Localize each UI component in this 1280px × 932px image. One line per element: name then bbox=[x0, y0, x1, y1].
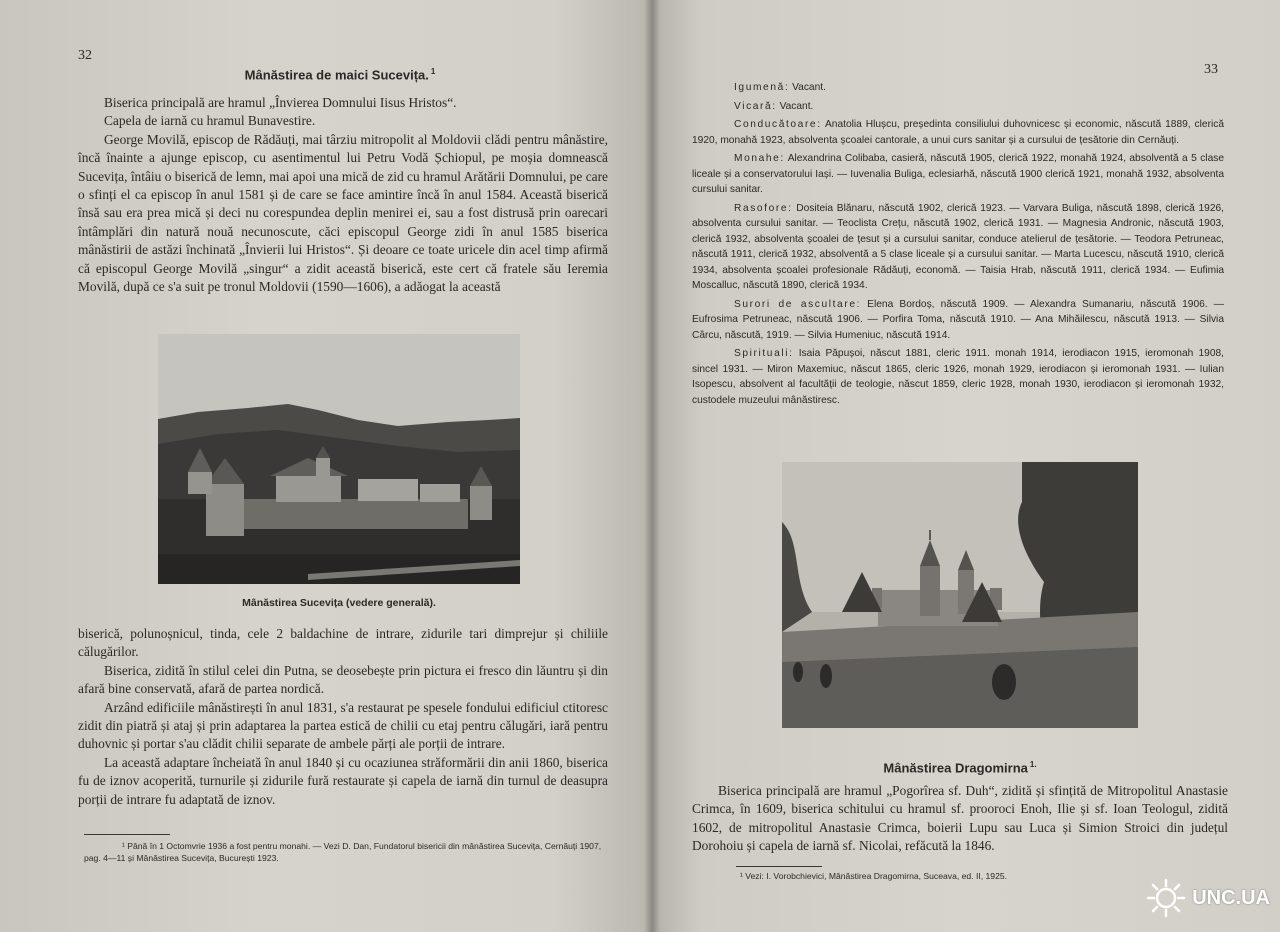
staff-role-text: Vacant. bbox=[776, 100, 814, 112]
sucevita-monastery-photo bbox=[158, 334, 520, 584]
staff-entry bbox=[692, 346, 1224, 408]
staff-role-text: Elena Bordoș, născută 1909. — Alexandra Sumanariu, născută 1906. — Eufrosima Petruneac, născută 1906. — Porfira Toma, născută 1910. — Ana Mihăilescu, născută 1913. — Silvia Cârcu, născută, 1919. — Silvia Humeniuc, născută 1914. bbox=[692, 298, 1224, 341]
staff-role-label: Rasofore: bbox=[734, 202, 793, 214]
body-text bbox=[692, 782, 1228, 856]
staff-role-text: Anatolia Hlușcu, președinta consiliului duhovnicesc și economic, născută 1889, clerică 1920, monahă 1923, absolventa școalei cantorale, a unui curs sanitar și a cursului de țesătorie din Cernăuți. bbox=[692, 119, 1224, 146]
body-paragraph: Biserica principală are hramul „Pogorîrea sf. Duh“, zidită și sfințită de Mitropolitul Anastasie Crimca, în 1609, biserica schitului cu hramul sf. prooroci Enoh, Ilie și sf. Ioan Teologul, zidită 1602, de mitropolitul Anastasie Crimca, boierii Lupu sau Luca și Simion Stroici din județul Dorohoiu și capela de iarnă sf. Nicolai, refăcută la 1846. bbox=[692, 783, 1228, 854]
staff-entry bbox=[692, 99, 1224, 115]
sun-logo-icon bbox=[1146, 878, 1186, 918]
staff-role-text: Dositeia Blănaru, născută 1902, clerică 1923. — Varvara Buliga, născută 1898, clerică 1926, absolventa cursului sanitar. — Teoclista Crețu, născută 1902, clerică 1931. — Magnesia Andronic, născută 1903, clerică 1932, absolventa școalei de țesut și a cursului sanitar, conduce atelierul de țesătorie. — Teodora Petruneac, născută 1911, clerică 1932, absolventă a 5 clase liceale și a cursului sanitar. — Marta Lucescu, născută 1910, clerică 1934, absolventa școalei profesionale Rădăuți, economă. — Taisia Hrab, născută 1911, clerică 1934. — Eufimia Moscalluc, născută 1890, clerică 1934. bbox=[692, 202, 1224, 291]
body-paragraph: Biserica, zidită în stilul celei din Putna, se deosebește prin pictura ei fresco din lăuntru și din afară bine conservată, afară de partea nordică. bbox=[78, 662, 608, 697]
page-number: 33 bbox=[1204, 62, 1218, 77]
watermark bbox=[1146, 878, 1270, 918]
staff-role-label: Igumenă: bbox=[734, 82, 790, 93]
staff-role-label: Vicară: bbox=[734, 100, 777, 112]
body-paragraph: George Movilă, episcop de Rădăuți, mai târziu mitropolit al Moldovii clădi pentru mânăstire, încă înainte a ajunge episcop, cu asentimentul lui Petru Vodă Șchiopul, pe moșia domnească Sucevița, întâiu o biserică de lemn, mai apoi una mică de zid cu hramul Arătării Domnului, pe care o sfinți el ca episcop în anul 1581 și de care se face amintire încă în anul 1584. Această biserică însă sau era prea mică și deci nu corespundea deplin menirei ei, sau a fost distrusă prin oarecari întâmplări din natură nouă necunoscute, căci episcopul George zidi în anul 1585 biserica mânăstirii de astăzi închinată „Învierii lui Hristos“. Și deoare ce toate uricele din acel timp afirmă că episcopul George Movilă „singur“ a zidit această biserică, este cert că fratele său Ieremia Movilă, după ce s'a suit pe tronul Moldovii (1590—1606), a adăogat la această bbox=[78, 131, 608, 295]
title-footnote-mark: 1 bbox=[430, 67, 436, 76]
body-paragraph: Biserica principală are hramul „Învierea Domnului Iisus Hristos“. bbox=[104, 95, 457, 110]
staff-role-label: Monahe: bbox=[734, 153, 785, 164]
footnote-rule bbox=[736, 866, 822, 867]
staff-entry bbox=[692, 80, 1224, 96]
footnote-text: ¹ Până în 1 Octomvrie 1936 a fost pentru monahi. — Vezi D. Dan, Fundatorul bisericii din mânăstirea Sucevița, Cernăuți 1907, pag. 4—11 și Mânăstirea Sucevița, București 1923. bbox=[84, 841, 602, 863]
footnote bbox=[702, 870, 1222, 882]
staff-entry bbox=[692, 151, 1224, 198]
section-title-text: Mânăstirea Dragomirna bbox=[883, 760, 1028, 776]
dragomirna-monastery-engraving bbox=[782, 462, 1138, 728]
footnote-rule bbox=[84, 834, 170, 835]
body-paragraph: La această adaptare încheiată în anul 1840 și cu ocaziunea străformării din anii 1860, biserica fu de iznov acoperită, turnurile și zidurile fură restaurate și capela de iarnă din turnul de deasupra porții de intrare fu adaptată de iznov. bbox=[78, 754, 608, 807]
body-text-bottom bbox=[78, 625, 608, 809]
staff-role-label: Surori de ascultare: bbox=[734, 298, 862, 310]
staff-role-label: Conducătoare: bbox=[734, 119, 822, 130]
footnote-text: ¹ Vezi: I. Vorobchievici, Mânăstirea Dragomirna, Suceava, ed. II, 1925. bbox=[740, 871, 1008, 881]
section-title bbox=[782, 760, 1138, 775]
body-paragraph: biserică, polunoșnicul, tinda, cele 2 baldachine de intrare, zidurile tari dimprejur și chiliile călugărilor. bbox=[78, 626, 608, 660]
right-page bbox=[652, 0, 1280, 932]
staff-entry bbox=[692, 297, 1224, 344]
page-title bbox=[160, 67, 520, 82]
staff-role-text: Isaia Păpușoi, născut 1881, cleric 1911. monah 1914, ierodiacon 1915, ieromonah 1908, sincel 1931. — Miron Maxemiuc, născut 1865, cleric 1926, monah 1929, ierodiacon și ieromonah 1931. — Iulian Isopescu, absolvent al facultății de teologie, născut 1859, cleric 1928, monah 1930, ierodiacon și ieromonah 1932, custodele muzeului mânăstiresc. bbox=[692, 348, 1224, 406]
title-text: Mânăstirea de maici Sucevița. bbox=[244, 67, 429, 83]
book-gutter bbox=[644, 0, 660, 932]
page-number: 32 bbox=[78, 48, 92, 63]
footnote bbox=[84, 840, 614, 864]
staff-role-text: Vacant. bbox=[789, 82, 826, 93]
body-paragraph: Arzând edificiile mânăstirești în anul 1831, s'a restaurat pe spesele fondului edificiul ctitoresc zidit din piatră și ataj și prin adaptarea la partea estică de chilii cu etaj pentru călugări, iară pentru duhovnic și portar s'au clădit chilii separate de ambele părți ale porții de intrare. bbox=[78, 699, 608, 752]
body-paragraph: Capela de iarnă cu hramul Bunavestire. bbox=[104, 113, 316, 129]
photo-caption: Mânăstirea Sucevița (vedere generală). bbox=[242, 597, 436, 609]
section-title-footnote-mark: 1. bbox=[1029, 760, 1037, 769]
body-text-top bbox=[78, 94, 608, 296]
staff-entry bbox=[692, 201, 1224, 294]
staff-entry bbox=[692, 117, 1224, 148]
staff-role-text: Alexandrina Colibaba, casieră, născută 1905, clerică 1922, monahă 1924, absolventă a 5 clase liceale și a conservatorului Iași. — Iuvenalia Buliga, eclesiarhă, născută 1900 clerică 1921, monahă 1932, absolventa cursului sanitar. bbox=[692, 153, 1224, 195]
staff-role-label: Spirituali: bbox=[734, 348, 794, 359]
watermark-text: UNC.UA bbox=[1192, 886, 1270, 909]
staff-list bbox=[692, 80, 1224, 411]
